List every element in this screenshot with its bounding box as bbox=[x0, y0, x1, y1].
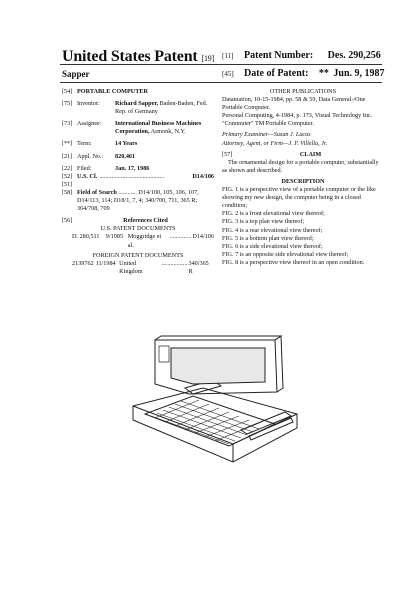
title-field bbox=[62, 88, 214, 96]
field-of-search bbox=[62, 189, 214, 213]
patent-number: Des. 290,256 bbox=[327, 50, 381, 61]
field-code: [75] bbox=[62, 100, 73, 108]
refs-field bbox=[62, 217, 214, 225]
field-label: Filed: bbox=[77, 164, 92, 172]
citation-number: 2139762 bbox=[72, 259, 94, 267]
header-rule-bottom bbox=[60, 82, 382, 83]
publication-entry: Personal Computing, 4-1984, p. 173, Visual Technology Inc. "Commuter" TM Portable Computer. bbox=[222, 112, 373, 128]
figure-description: FIG. 5 is a bottom plan view thereof; bbox=[222, 234, 314, 242]
date-star: ** bbox=[318, 68, 329, 79]
field-code: [21] bbox=[62, 152, 73, 160]
citation-number: D. 280,511 bbox=[72, 233, 100, 241]
citation-class: 340/365 R bbox=[188, 259, 209, 275]
figure-description: FIG. 6 is a side elevational view thereof; bbox=[222, 242, 323, 250]
primary-examiner: Primary Examiner—Susan J. Lucas bbox=[222, 131, 311, 139]
citation-date: 9/1985 bbox=[105, 233, 124, 241]
us-docs-heading: U.S. PATENT DOCUMENTS bbox=[100, 225, 176, 233]
citation-class: D14/106 bbox=[192, 233, 214, 241]
lid-latch bbox=[159, 346, 169, 362]
citation-name: United Kingdom bbox=[119, 259, 143, 275]
patent-number-label: Patent Number: bbox=[244, 50, 314, 61]
field-code: [52] bbox=[62, 172, 73, 180]
citation-name: Moggridge et al. bbox=[127, 233, 162, 249]
filed-field bbox=[62, 165, 214, 173]
citation-date: 11/1984 bbox=[95, 259, 116, 267]
header-rule-top bbox=[60, 64, 382, 65]
patent-title-text: United States Patent bbox=[62, 48, 198, 65]
appl-field bbox=[62, 153, 214, 161]
figure-description: FIG. 3 is a top plan view thereof; bbox=[222, 218, 305, 226]
figure-description: FIG. 4 is a rear elevational view thereof; bbox=[222, 226, 323, 234]
right-column bbox=[222, 88, 384, 267]
filed-date: Jan. 17, 1986 bbox=[115, 164, 150, 172]
leader-dots: .......................................... bbox=[99, 172, 165, 180]
portable-computer-drawing bbox=[125, 332, 305, 472]
inventor-location: Baden-Baden, Fed. Rep. of Germany bbox=[115, 100, 208, 116]
field-code: [**] bbox=[62, 140, 73, 148]
claim-heading: CLAIM bbox=[299, 150, 322, 158]
field-code: [57] bbox=[222, 150, 233, 158]
leader-dots: ................. bbox=[161, 259, 188, 267]
patent-number-code: [11] bbox=[222, 52, 234, 60]
inventor-name: Richard Sapper, bbox=[115, 100, 159, 108]
field-label: Term: bbox=[77, 140, 92, 148]
title-code: [19] bbox=[201, 54, 215, 63]
uscl-value: D14/106 bbox=[192, 172, 214, 180]
patent-number-line bbox=[222, 50, 381, 61]
leader-dots: .............. bbox=[169, 233, 192, 241]
appl-number: 820,461 bbox=[115, 152, 136, 160]
assignee-location: Armonk, N.Y. bbox=[149, 128, 186, 136]
attorney: Attorney, Agent, or Firm—J. F. Villella, Jr. bbox=[222, 139, 328, 147]
assignee-field bbox=[62, 120, 214, 136]
figure-description: FIG. 7 is an opposite side elevational view thereof; bbox=[222, 250, 349, 258]
description-heading: DESCRIPTION bbox=[281, 177, 325, 185]
field-code: [56] bbox=[62, 217, 73, 225]
other-publications-heading: OTHER PUBLICATIONS bbox=[269, 88, 337, 95]
citation-row bbox=[62, 233, 214, 249]
field-label: Assignee: bbox=[77, 120, 102, 128]
field-of-search-classes: D14/100, 105, 106, 107, D14/113, 114; D18/1, 7, 4; 340/700, 711, 365 R; 364/708, 709 bbox=[77, 188, 199, 213]
term-field bbox=[62, 140, 214, 148]
references-heading: References Cited bbox=[123, 217, 168, 225]
field-label: U.S. Cl. bbox=[77, 172, 98, 180]
left-column bbox=[62, 88, 214, 276]
figure-description: FIG. 1 is a perspective view of a portable computer or the like showing my new design, the computer being in a closed condition; bbox=[222, 186, 376, 210]
leader-dots: ............ bbox=[118, 188, 137, 196]
claim-heading-row bbox=[222, 151, 384, 159]
field-code: [51] bbox=[62, 180, 73, 188]
inventor-value bbox=[115, 100, 214, 116]
date-code: [45] bbox=[222, 70, 234, 78]
uscl-field bbox=[62, 173, 214, 181]
claim-text: The ornamental design for a portable computer, substantially as shown and described. bbox=[222, 158, 379, 174]
field-label: Appl. No.: bbox=[77, 152, 104, 160]
term-value: 14 Years bbox=[115, 140, 138, 148]
figure-description: FIG. 8 is a perspective view thereof in an open condition. bbox=[222, 258, 365, 266]
invention-title: PORTABLE COMPUTER bbox=[77, 88, 148, 95]
citation-row bbox=[62, 260, 214, 276]
foreign-docs-heading: FOREIGN PATENT DOCUMENTS bbox=[92, 251, 184, 259]
inventor-surname: Sapper bbox=[62, 69, 90, 79]
figure-description: FIG. 2 is a front elevational view thereof; bbox=[222, 210, 325, 218]
field-of-search-value bbox=[77, 189, 214, 213]
disk-drive-slot bbox=[249, 418, 293, 440]
assignee-name: International Business Machines Corporation, bbox=[115, 120, 202, 136]
assignee-value bbox=[115, 120, 214, 136]
us-docs-list bbox=[62, 233, 214, 249]
keyboard-keys bbox=[151, 400, 259, 444]
publication-entry: Datamation, 10-15-1984, pp. 58 & 59, Data General-/One Portable Computer. bbox=[222, 96, 366, 112]
field-label: Field of Search bbox=[77, 188, 117, 196]
field-code: [73] bbox=[62, 120, 73, 128]
date-label: Date of Patent: bbox=[244, 68, 309, 79]
field-label: Inventor: bbox=[77, 100, 100, 108]
field-code: [54] bbox=[62, 88, 73, 95]
foreign-docs-list bbox=[62, 260, 214, 276]
patent-date: Jun. 9, 1987 bbox=[333, 68, 385, 79]
display-screen bbox=[171, 348, 265, 384]
field-code: [22] bbox=[62, 164, 73, 172]
date-line bbox=[222, 68, 385, 79]
field-code: [58] bbox=[62, 188, 73, 196]
inventor-field bbox=[62, 100, 214, 116]
intcl-field bbox=[62, 181, 214, 189]
lid-top-edge bbox=[155, 336, 281, 340]
